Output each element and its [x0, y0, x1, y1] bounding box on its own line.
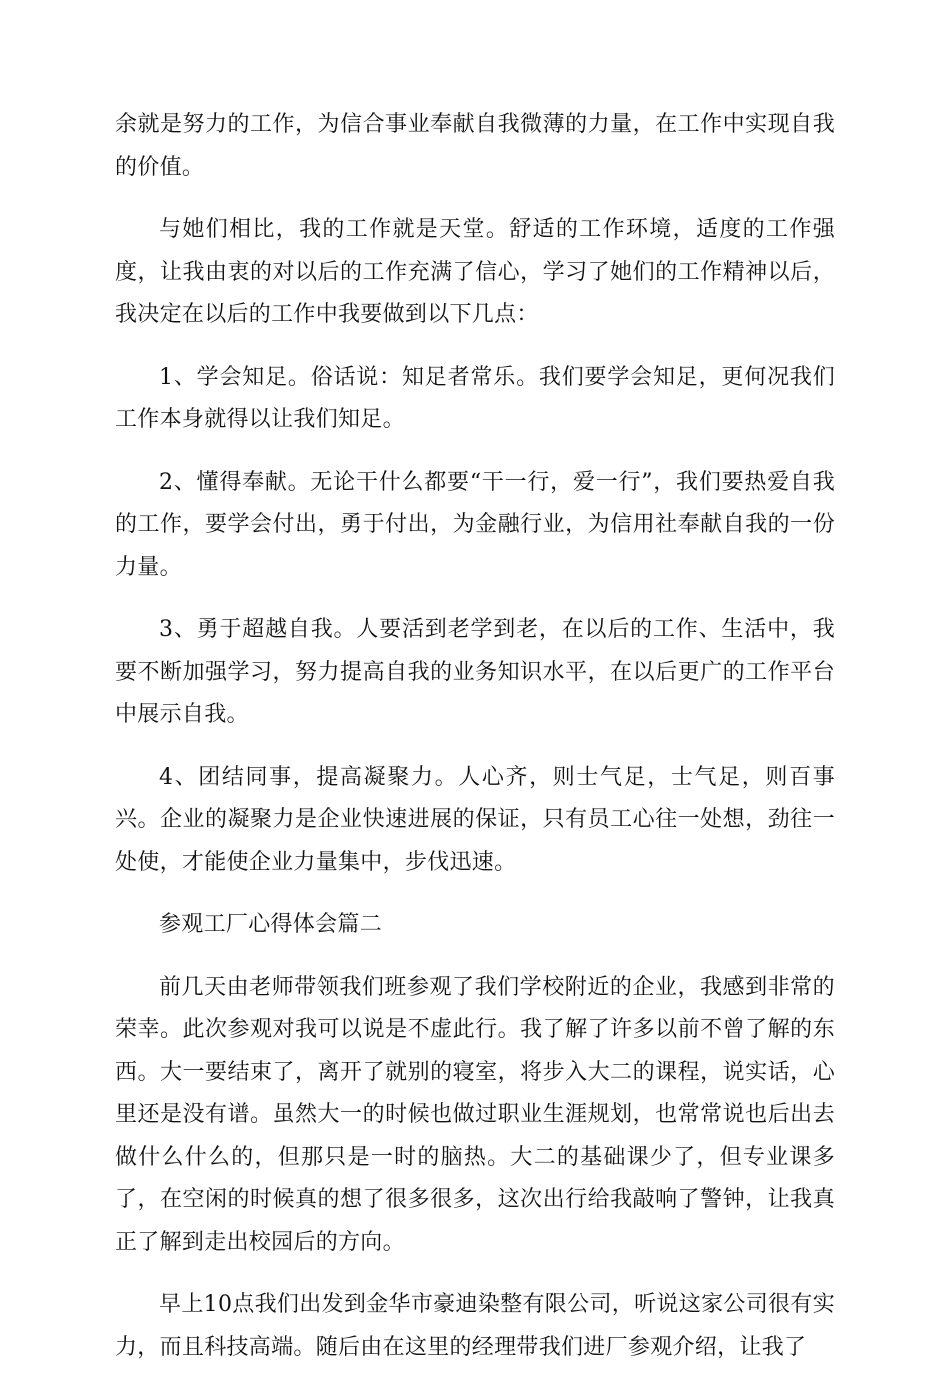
paragraph-comparison: 与她们相比，我的工作就是天堂。舒适的工作环境，适度的工作强度，让我由衷的对以后的工作充满了信心，学习了她们的工作精神以后，我决定在以后的工作中我要做到以下几点：: [115, 217, 835, 327]
document-body: [115, 104, 835, 1389]
paragraph-point-4: 4、团结同事，提高凝聚力。人心齐，则士气足，士气足，则百事兴。企业的凝聚力是企业快速进展的保证，只有员工心往一处想，劲往一处使，才能使企业力量集中，步伐迅速。: [115, 764, 835, 875]
section-heading: 参观工厂心得体会篇二: [159, 912, 383, 937]
paragraph-visit-morning: 早上10点我们出发到金华市豪迪染整有限公司，听说这家公司很有实力，而且科技高端。随后由在这里的经理带我们进厂参观介绍，让我了: [115, 1292, 835, 1360]
paragraph-point-1: 1、学会知足。俗话说：知足者常乐。我们要学会知足，更何况我们工作本身就得以让我们知足。: [115, 364, 835, 432]
paragraph-continuation: 余就是努力的工作，为信合事业奉献自我微薄的力量，在工作中实现自我的价值。: [115, 112, 835, 180]
paragraph-point-2: 2、懂得奉献。无论干什么都要“干一行，爱一行”，我们要热爱自我的工作，要学会付出，勇于付出，为金融行业，为信用社奉献自我的一份力量。: [115, 469, 835, 580]
paragraph-visit-intro: 前几天由老师带领我们班参观了我们学校附近的企业，我感到非常的荣幸。此次参观对我可以说是不虚此行。我了解了许多以前不曾了解的东西。大一要结束了，离开了就别的寝室，将步入大二的课程，说实话，心里还是没有谱。虽然大一的时候也做过职业生涯规划，也常常说也后出去做什么什么的，但那只是一时的脑热。大二的基础课少了，但专业课多了，在空闲的时候真的想了很多很多，这次出行给我敲响了警钟，让我真正了解到走出校园后的方向。: [115, 974, 835, 1255]
paragraph-point-3: 3、勇于超越自我。人要活到老学到老，在以后的工作、生活中，我要不断加强学习，努力提高自我的业务知识水平，在以后更广的工作平台中展示自我。: [115, 617, 835, 727]
